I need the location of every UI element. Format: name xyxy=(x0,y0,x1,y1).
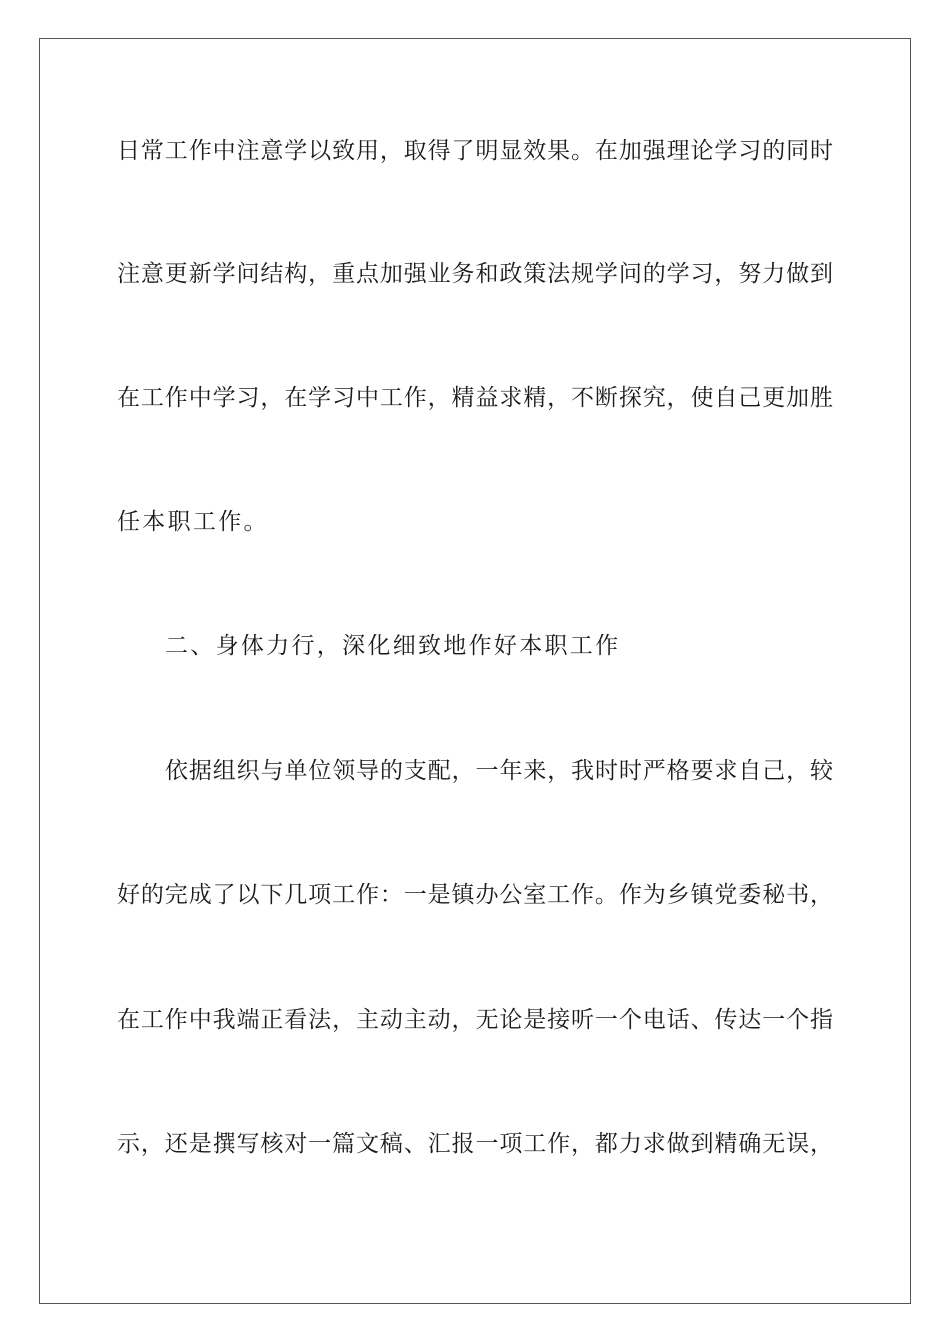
paragraph-line-5: 依据组织与单位领导的支配，一年来，我时时严格要求自己，较 xyxy=(165,758,833,784)
paragraph-line-7: 在工作中我端正看法，主动主动，无论是接听一个电话、传达一个指 xyxy=(117,1007,833,1033)
paragraph-line-3: 在工作中学习，在学习中工作，精益求精，不断探究，使自己更加胜 xyxy=(117,385,833,411)
paragraph-line-6: 好的完成了以下几项工作：一是镇办公室工作。作为乡镇党委秘书， xyxy=(117,882,833,908)
paragraph-line-2: 注意更新学问结构，重点加强业务和政策法规学问的学习，努力做到 xyxy=(117,261,833,287)
paragraph-line-8: 示，还是撰写核对一篇文稿、汇报一项工作，都力求做到精确无误， xyxy=(117,1131,833,1157)
page-border xyxy=(39,38,911,1304)
section-heading: 二、身体力行，深化细致地作好本职工作 xyxy=(165,633,621,659)
paragraph-line-1: 日常工作中注意学以致用，取得了明显效果。在加强理论学习的同时 xyxy=(117,138,833,164)
paragraph-line-4: 任本职工作。 xyxy=(117,509,269,535)
